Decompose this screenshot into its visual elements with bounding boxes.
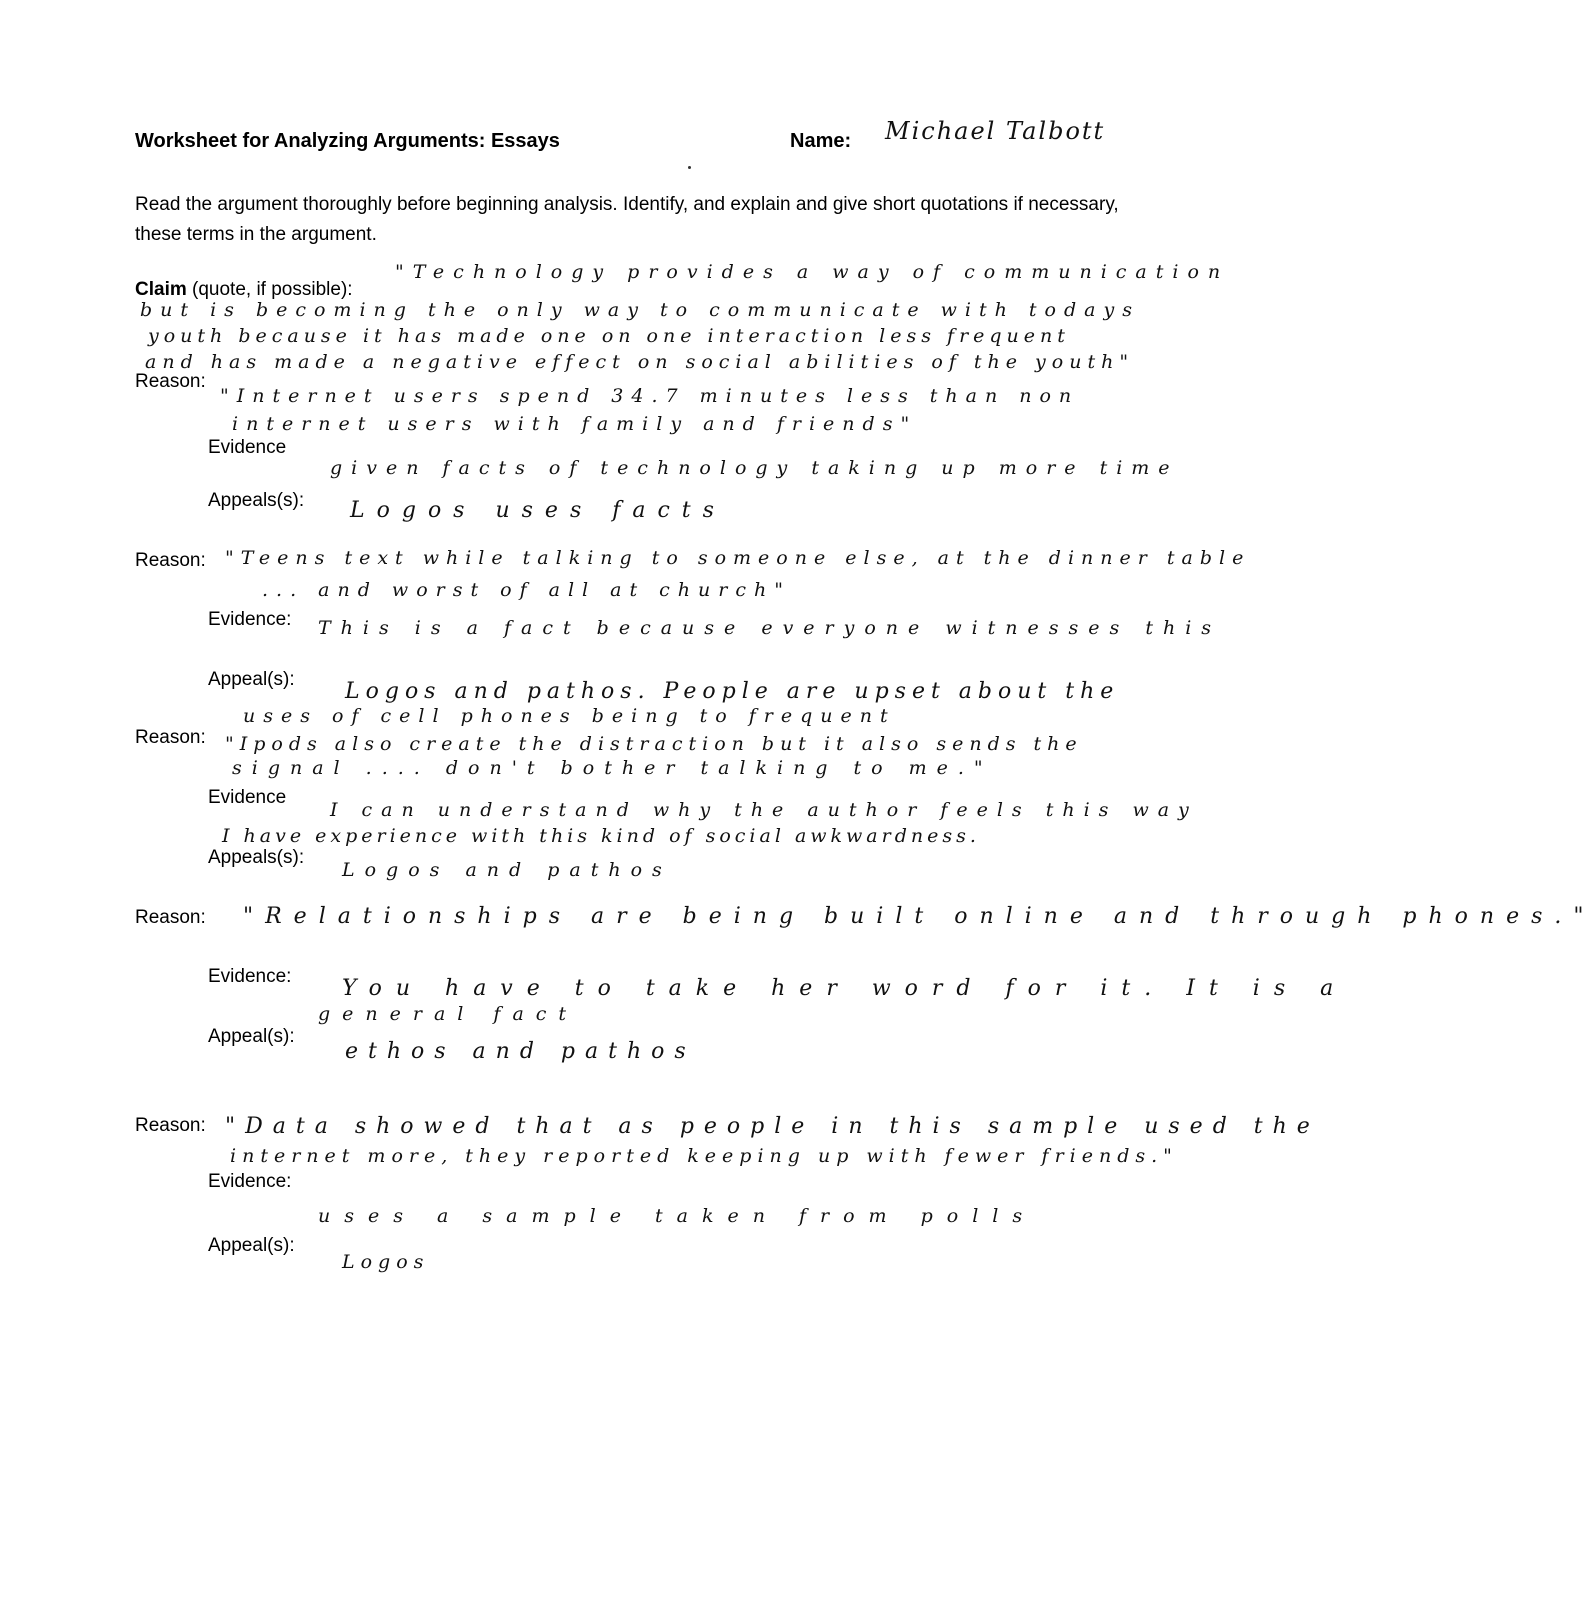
reason-3-line-2: signal .... don't bother talking to me." — [232, 757, 993, 779]
evidence-2-line-1: This is a fact because everyone witnesses this — [318, 617, 1222, 639]
evidence-1-line-1: given facts of technology taking up more time — [330, 457, 1179, 479]
claim-label-rest: (quote, if possible): — [192, 279, 353, 300]
evidence-3-line-2: I have experience with this kind of social awkwardness. — [222, 825, 980, 847]
reason-label: Reason: — [135, 907, 206, 928]
appeals-2-line-2: uses of cell phones being to frequent — [243, 705, 896, 727]
evidence-5-line-1: uses a sample taken from polls — [318, 1205, 1037, 1227]
stray-mark — [688, 166, 691, 169]
reason-label: Reason: — [135, 550, 206, 571]
reason-2-line-2: ... and worst of all at church" — [262, 579, 791, 601]
student-name: Michael Talbott — [885, 117, 1106, 145]
reason-1-line-2: internet users with family and friends" — [232, 413, 918, 435]
reason-3-line-1: "Ipods also create the distraction but it also sends the — [225, 733, 1083, 755]
appeals-4-line-1: ethos and pathos — [345, 1039, 696, 1064]
claim-line-3: youth because it has made one on one interaction less frequent — [148, 325, 1070, 347]
reason-2-line-1: "Teens text while talking to someone else, at the dinner table — [225, 547, 1251, 569]
evidence-4-line-2: general fact — [318, 1003, 579, 1025]
evidence-label: Evidence: — [208, 1171, 292, 1192]
appeals-2-line-1: Logos and pathos. People are upset about the — [345, 679, 1120, 704]
evidence-label: Evidence — [208, 437, 287, 458]
evidence-4-line-1: You have to take her word for it. It is a — [342, 976, 1348, 1001]
reason-5-line-2: internet more, they reported keeping up with fewer friends." — [230, 1145, 1178, 1167]
appeal-label: Appeal(s): — [208, 1235, 295, 1256]
appeals-1-line-1: Logos uses facts — [350, 498, 726, 523]
reason-label: Reason: — [135, 1115, 206, 1136]
claim-line-2: but is becoming the only way to communicate with todays — [140, 299, 1140, 321]
appeals-label: Appeals(s): — [208, 847, 305, 868]
reason-label: Reason: — [135, 727, 206, 748]
reason-4-line-1: "Relationships are being built online and through phones." — [243, 904, 1596, 929]
instructions: Read the argument thoroughly before beginning analysis. Identify, and explain and give short quotations if necessary, these terms in the argument. — [135, 194, 1119, 245]
evidence-label: Evidence — [208, 787, 287, 808]
reason-1-line-1: "Internet users spend 34.7 minutes less than non — [220, 385, 1080, 407]
evidence-3-line-1: I can understand why the author feels this way — [330, 799, 1198, 821]
worksheet-title: Worksheet for Analyzing Arguments: Essays — [135, 130, 560, 152]
claim-line-4: and has made a negative effect on social abilities of the youth" — [145, 351, 1135, 373]
claim-label — [135, 280, 353, 301]
reason-5-line-1: "Data showed that as people in this sample used the — [225, 1114, 1320, 1139]
appeals-5-line-1: Logos — [342, 1251, 430, 1273]
appeals-label: Appeals(s): — [208, 490, 305, 511]
claim-line-1: "Technology provides a way of communication — [395, 261, 1230, 283]
evidence-label: Evidence: — [208, 609, 292, 630]
reason-label: Reason: — [135, 371, 206, 392]
evidence-label: Evidence: — [208, 966, 292, 987]
name-label: Name: — [790, 130, 852, 152]
appeal-label: Appeal(s): — [208, 1026, 295, 1047]
appeal-label: Appeal(s): — [208, 669, 295, 690]
appeals-3-line-1: Logos and pathos — [342, 859, 672, 881]
claim-label-bold: Claim — [135, 279, 187, 300]
